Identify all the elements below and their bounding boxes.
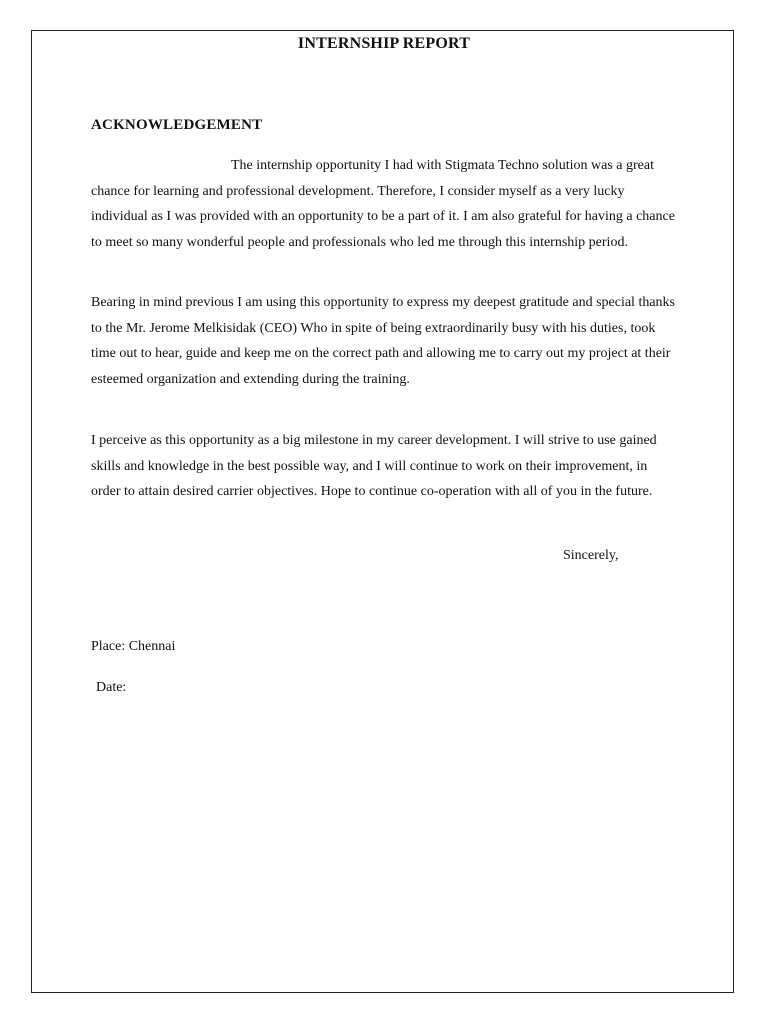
closing-salutation: Sincerely, [563, 548, 619, 563]
paragraph-3: I perceive as this opportunity as a big milestone in my career development. I will strive to use gained skills and knowledge in the best possible way, and I will continue to work on their improvement, in order to attain desired carrier objectives. Hope to continue co-operation with all of you in the future. [91, 433, 657, 499]
date-line: Date: [96, 680, 127, 695]
place-line: Place: Chennai [91, 639, 176, 654]
paragraph-2: Bearing in mind previous I am using this opportunity to express my deepest gratitude and special thanks to the Mr. Jerome Melkisidak (CEO) Who in spite of being extraordinarily busy with his duties, took time out to hear, guide and keep me on the correct path and allowing me to carry out my project at their esteemed organization and extending during the training. [91, 295, 676, 387]
paragraph-1 [91, 153, 675, 255]
section-heading: ACKNOWLEDGEMENT [91, 117, 263, 133]
document-title: INTERNSHIP REPORT [297, 35, 471, 52]
paragraph-1-text: The internship opportunity I had with Stigmata Techno solution was a great chance for learning and professional development. Therefore, I consider myself as a very lucky individual as I was provided with an opportunity to be a part of it. I am also grateful for having a chance to meet so many wonderful people and professionals who led me through this internship period. [91, 158, 675, 250]
